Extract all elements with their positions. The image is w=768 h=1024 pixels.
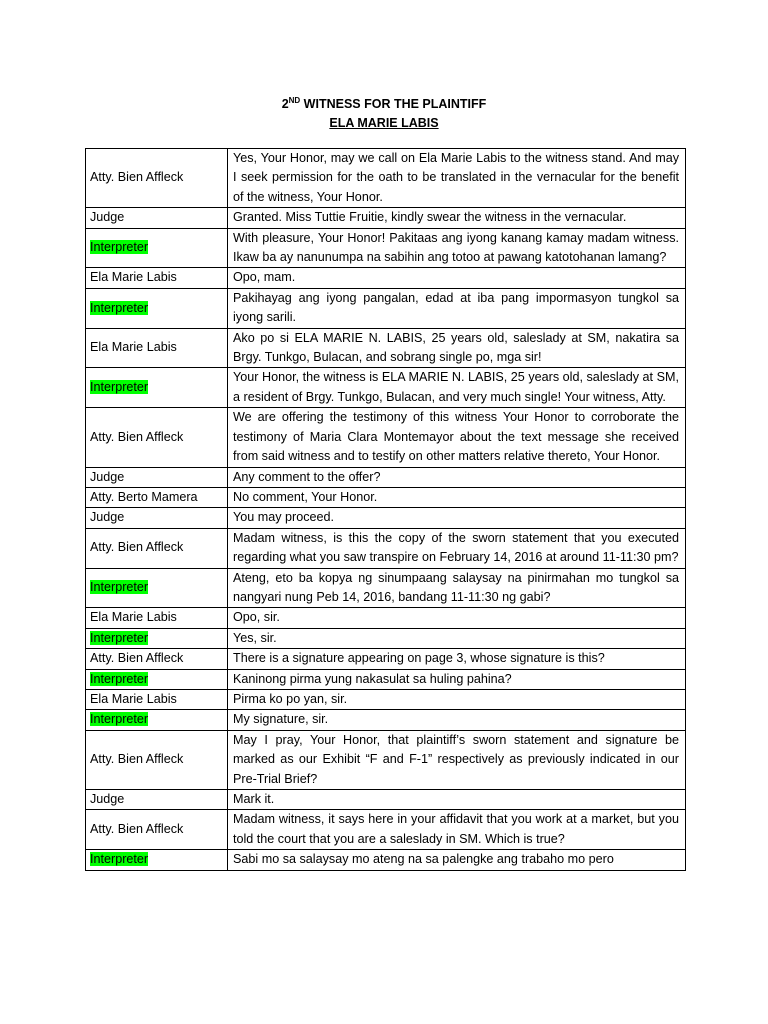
speaker-name: Interpreter <box>90 712 149 727</box>
speech-text: Sabi mo sa salaysay mo ateng na sa palengke ang trabaho mo pero <box>228 850 686 870</box>
speaker-cell <box>86 328 228 368</box>
transcript-row <box>86 649 686 669</box>
speaker-cell <box>86 149 228 208</box>
speaker-name: Ela Marie Labis <box>90 340 177 355</box>
speaker-cell <box>86 467 228 487</box>
transcript-row <box>86 790 686 810</box>
speaker-name: Judge <box>90 792 125 806</box>
speaker-cell <box>86 368 228 408</box>
speech-text: Madam witness, it says here in your affidavit that you work at a market, but you told the court that you are a saleslady in SM. Which is true? <box>228 810 686 850</box>
transcript-table <box>85 148 686 871</box>
transcript-row <box>86 608 686 628</box>
speaker-cell <box>86 710 228 730</box>
speaker-name: Atty. Bien Affleck <box>90 540 184 555</box>
speaker-name: Ela Marie Labis <box>90 270 177 285</box>
transcript-row <box>86 467 686 487</box>
transcript-row <box>86 328 686 368</box>
speaker-name: Judge <box>90 510 125 525</box>
speech-text: We are offering the testimony of this witness Your Honor to corroborate the testimony of Maria Clara Montemayor about the text message she received from said witness and to testify on other matters relative thereto, Your Honor. <box>228 408 686 467</box>
title-ordinal-suffix: ND <box>288 96 301 105</box>
speech-text: Your Honor, the witness is ELA MARIE N. LABIS, 25 years old, saleslady at SM, a resident of Brgy. Tunkgo, Bulacan, and very much single! Your witness, Atty. <box>228 368 686 408</box>
speaker-name: Interpreter <box>90 580 149 595</box>
transcript-row <box>86 850 686 870</box>
speech-text: Ako po si ELA MARIE N. LABIS, 25 years old, saleslady at SM, nakatira sa Brgy. Tunkgo, Bulacan, and sobrang single po, mga sir! <box>228 328 686 368</box>
speaker-name: Judge <box>90 469 125 484</box>
speaker-name: Atty. Bien Affleck <box>90 651 184 666</box>
speech-text: Yes, Your Honor, may we call on Ela Marie Labis to the witness stand. And may I seek permission for the oath to be translated in the vernacular for the benefit of the witness, Your Honor. <box>228 149 686 208</box>
speaker-name: Atty. Bien Affleck <box>90 429 184 444</box>
transcript-row <box>86 368 686 408</box>
speech-text: Pakihayag ang iyong pangalan, edad at iba pang impormasyon tungkol sa iyong sarili. <box>228 288 686 328</box>
speech-text: No comment, Your Honor. <box>228 487 686 507</box>
transcript-row <box>86 669 686 689</box>
transcript-row <box>86 528 686 568</box>
transcript-row <box>86 228 686 268</box>
speaker-cell <box>86 790 228 810</box>
speaker-name: Interpreter <box>90 300 149 315</box>
transcript-row <box>86 710 686 730</box>
transcript-row <box>86 508 686 528</box>
transcript-row <box>86 730 686 789</box>
speaker-name: Interpreter <box>90 671 149 686</box>
speaker-cell <box>86 528 228 568</box>
speech-text: You may proceed. <box>228 508 686 528</box>
speech-text: Opo, sir. <box>228 608 686 628</box>
speech-text: Ateng, eto ba kopya ng sinumpaang salaysay na pinirmahan mo tungkol sa nangyari nung Peb 14, 2016, bandang 11-11:30 ng gabi? <box>228 568 686 608</box>
speech-text: Madam witness, is this the copy of the sworn statement that you executed regarding what you saw transpire on February 14, 2016 at around 11-11:30 pm? <box>228 528 686 568</box>
speaker-cell <box>86 628 228 648</box>
speaker-cell <box>86 487 228 507</box>
speech-text: May I pray, Your Honor, that plaintiff’s sworn statement and signature be marked as our Exhibit “F and F-1” respectively as previously indicated in our Pre-Trial Brief? <box>228 730 686 789</box>
speaker-cell <box>86 810 228 850</box>
speaker-cell <box>86 730 228 789</box>
title-rest: WITNESS FOR THE PLAINTIFF <box>300 97 487 111</box>
speaker-name: Ela Marie Labis <box>90 610 177 625</box>
speaker-name: Ela Marie Labis <box>90 691 177 706</box>
transcript-row <box>86 628 686 648</box>
speech-text: Mark it. <box>228 790 686 810</box>
section-title <box>0 95 768 114</box>
speaker-name: Interpreter <box>90 852 149 867</box>
speaker-name: Interpreter <box>90 630 149 645</box>
speech-text: Kaninong pirma yung nakasulat sa huling pahina? <box>228 669 686 689</box>
speaker-cell <box>86 288 228 328</box>
speech-text: Opo, mam. <box>228 268 686 288</box>
speaker-cell <box>86 568 228 608</box>
document-header <box>0 95 768 133</box>
transcript-row <box>86 268 686 288</box>
speaker-name: Judge <box>90 210 125 225</box>
title-ordinal: 2 <box>281 97 289 111</box>
speech-text: Any comment to the offer? <box>228 467 686 487</box>
speaker-cell <box>86 689 228 709</box>
speaker-name: Interpreter <box>90 240 149 255</box>
speech-text: My signature, sir. <box>228 710 686 730</box>
speaker-cell <box>86 268 228 288</box>
transcript-row <box>86 288 686 328</box>
speech-text: Yes, sir. <box>228 628 686 648</box>
speaker-cell <box>86 850 228 870</box>
speaker-cell <box>86 649 228 669</box>
speaker-name: Atty. Bien Affleck <box>90 170 184 185</box>
transcript-row <box>86 487 686 507</box>
transcript-row <box>86 810 686 850</box>
speech-text: With pleasure, Your Honor! Pakitaas ang iyong kanang kamay madam witness. Ikaw ba ay nanunumpa na sabihin ang totoo at pawang katotohanan lamang? <box>228 228 686 268</box>
speaker-cell <box>86 408 228 467</box>
transcript-body <box>86 149 686 871</box>
transcript-row <box>86 689 686 709</box>
transcript-row <box>86 208 686 228</box>
speaker-name: Interpreter <box>90 380 149 395</box>
speaker-cell <box>86 228 228 268</box>
speaker-name: Atty. Berto Mamera <box>90 489 198 504</box>
transcript-row <box>86 149 686 208</box>
speaker-cell <box>86 508 228 528</box>
transcript-row <box>86 408 686 467</box>
speech-text: Granted. Miss Tuttie Fruitie, kindly swear the witness in the vernacular. <box>228 208 686 228</box>
witness-name: ELA MARIE LABIS <box>329 116 439 130</box>
speaker-name: Atty. Bien Affleck <box>90 752 184 767</box>
speaker-cell <box>86 608 228 628</box>
speaker-cell <box>86 669 228 689</box>
speech-text: There is a signature appearing on page 3, whose signature is this? <box>228 649 686 669</box>
transcript-row <box>86 568 686 608</box>
speech-text: Pirma ko po yan, sir. <box>228 689 686 709</box>
speaker-name: Atty. Bien Affleck <box>90 822 184 837</box>
speaker-cell <box>86 208 228 228</box>
